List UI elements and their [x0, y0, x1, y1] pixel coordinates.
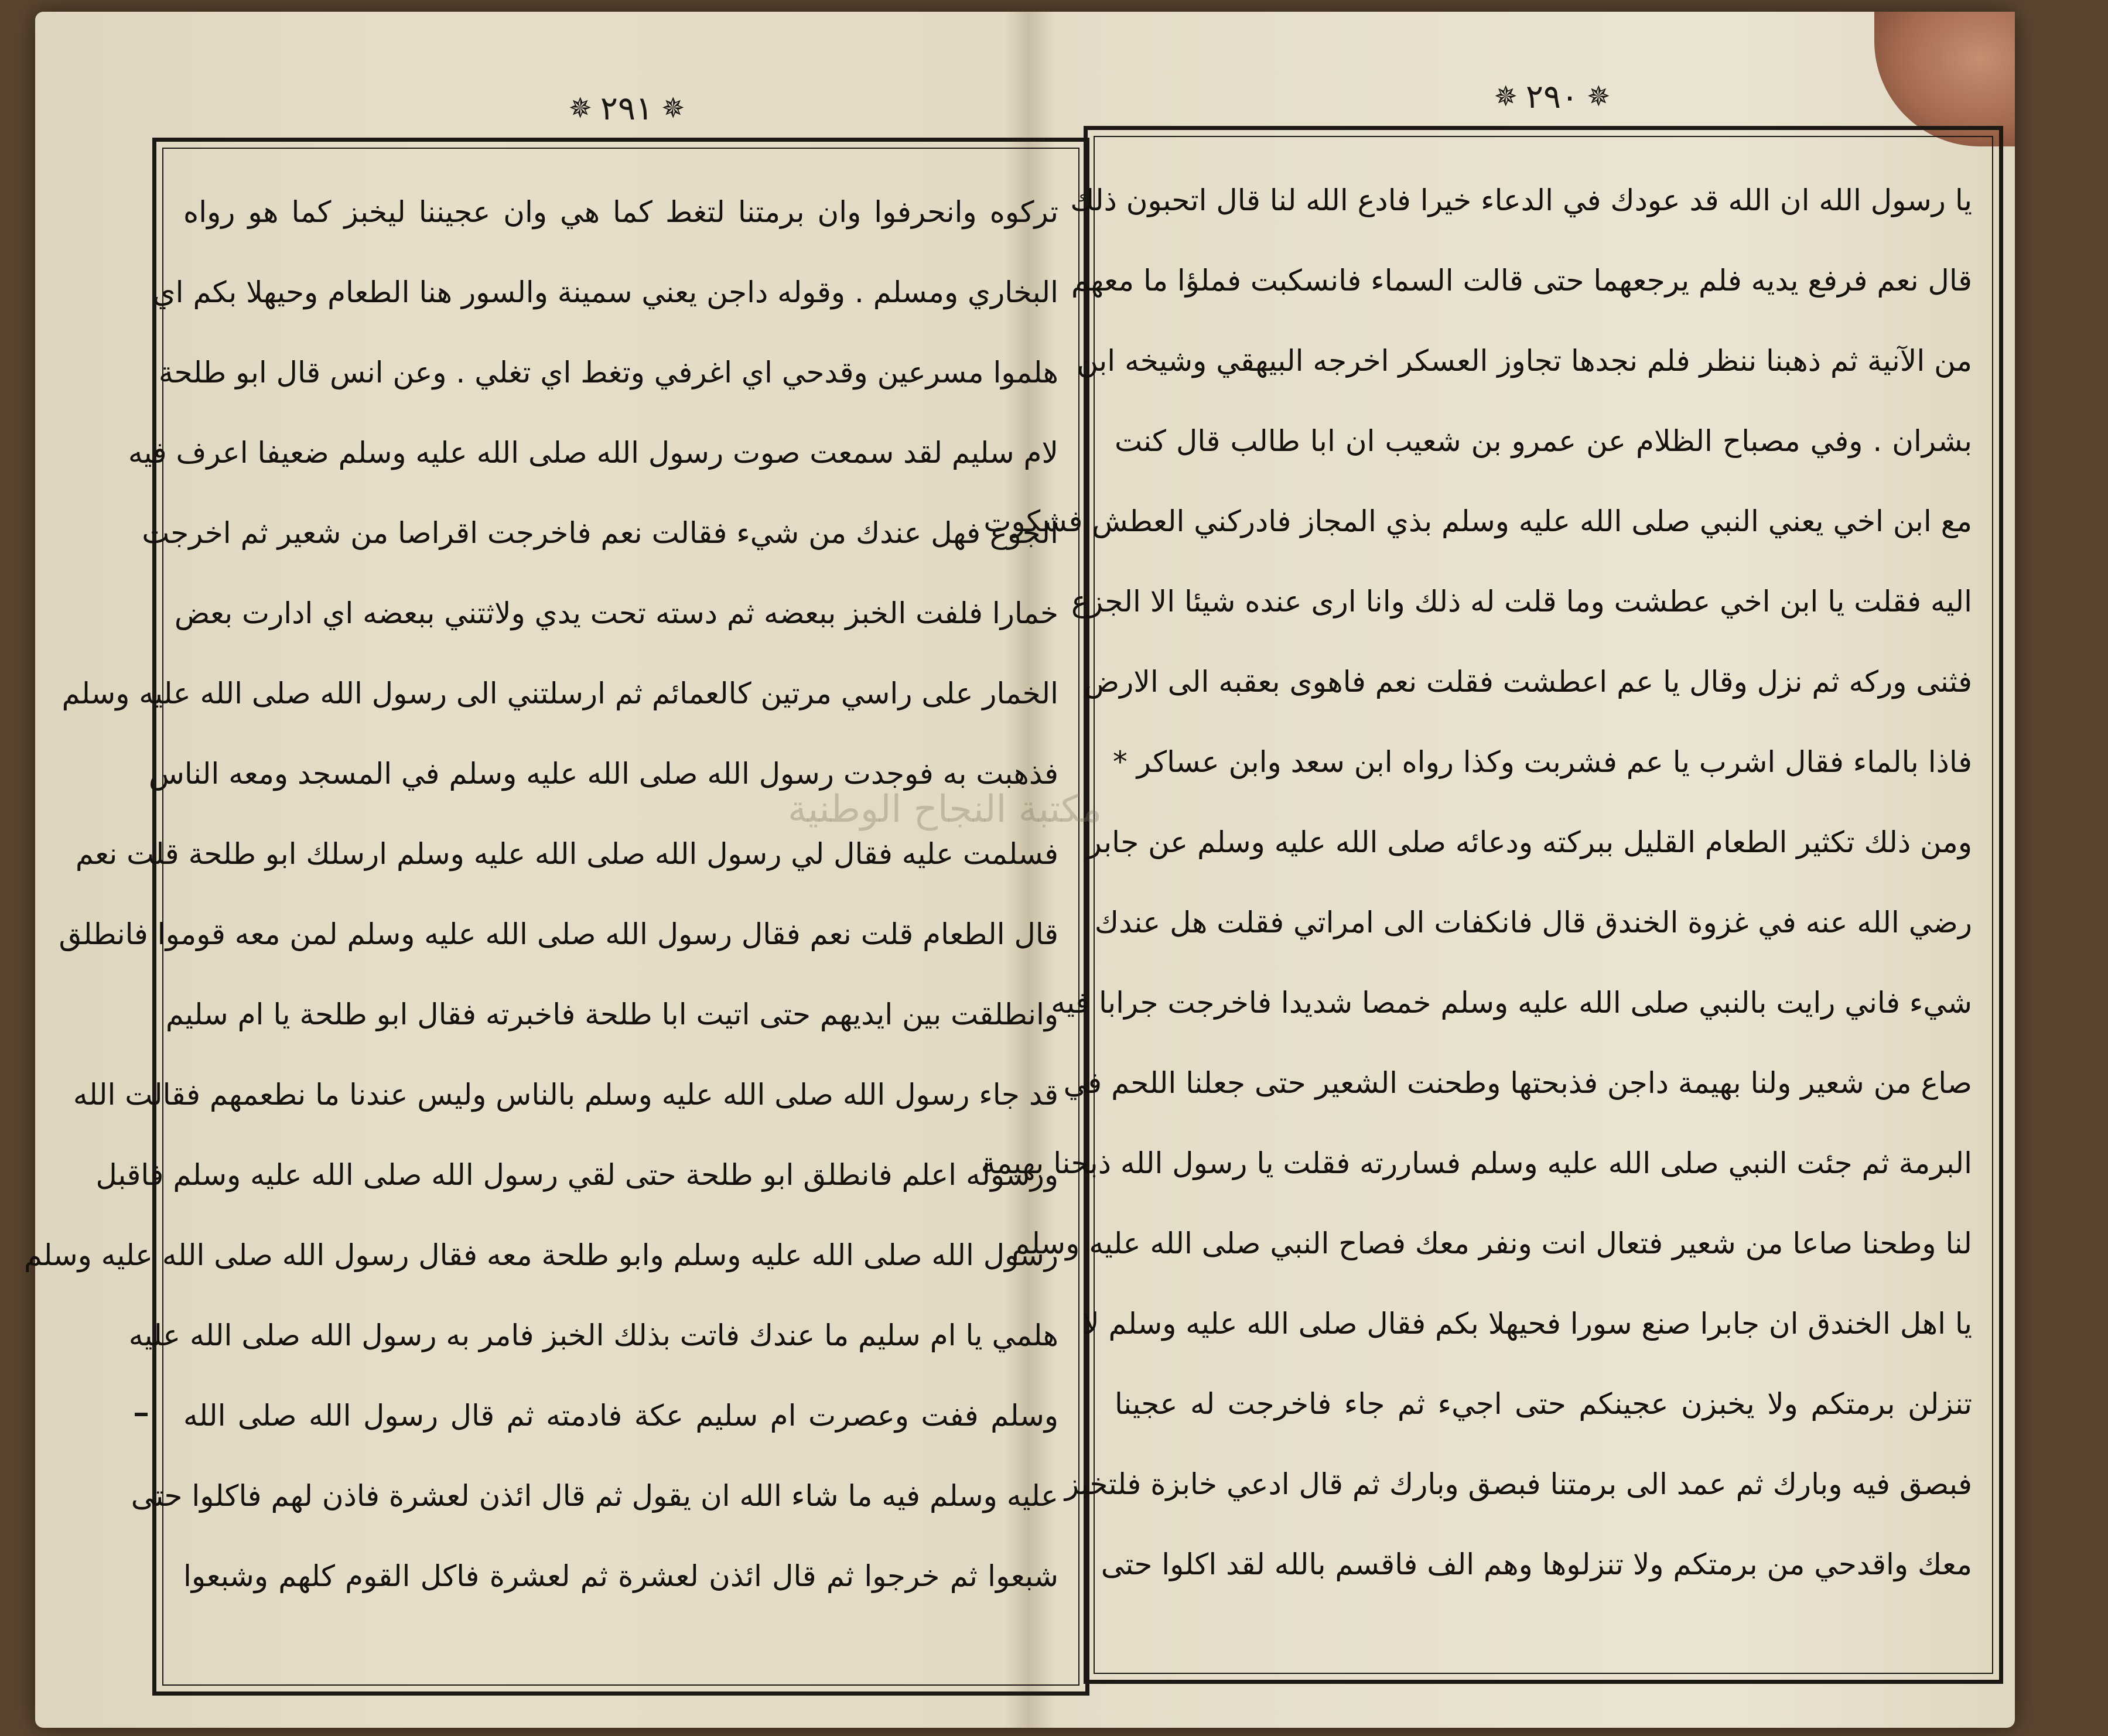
left-page-number [510, 82, 744, 135]
text-line: هلمي يا ام سليم ما عندك فاتت بذلك الخبز فامر به رسول الله صلى الله عليه [128, 1318, 1058, 1352]
text-line: مع ابن اخي يعني النبي صلى الله عليه وسلم بذي المجاز فادركني العطش فشكوت [983, 504, 1972, 538]
text-line: هلموا مسرعين وقدحي اي اغرفي وتغط اي تغلي . وعن انس قال ابو طلحة [158, 356, 1058, 389]
text-line: يا اهل الخندق ان جابرا صنع سورا فحيهلا بكم فقال صلى الله عليه وسلم لا [1082, 1307, 1972, 1341]
text-line: رسول الله صلى الله عليه وسلم وابو طلحة معه فقال رسول الله صلى الله عليه وسلم [23, 1238, 1058, 1272]
text-line: فذهبت به فوجدت رسول الله صلى الله عليه وسلم في المسجد ومعه الناس [148, 757, 1058, 791]
text-line: لام سليم لقد سمعت صوت رسول الله صلى الله عليه وسلم ضعيفا اعرف فيه [128, 436, 1058, 470]
text-line: شبعوا ثم خرجوا ثم قال ائذن لعشرة ثم لعشرة فاكل القوم كلهم وشبعوا [183, 1559, 1058, 1593]
text-line: تركوه وانحرفوا وان برمتنا لتغط كما هي وان عجيننا ليخبز كما هو رواه [183, 195, 1058, 229]
text-line: فاذا بالماء فقال اشرب يا عم فشربت وكذا رواه ابن سعد وابن عساكر * [1112, 745, 1972, 779]
text-line: البرمة ثم جئت النبي صلى الله عليه وسلم فساررته فقلت يا رسول الله ذبحنا بهيمة [980, 1146, 1972, 1180]
ornament-icon: ✵ [1494, 80, 1518, 113]
text-line: قد جاء رسول الله صلى الله عليه وسلم بالناس وليس عندنا ما نطعمهم فقالت الله [73, 1078, 1058, 1112]
text-line: وانطلقت بين ايديهم حتى اتيت ابا طلحة فاخبرته فقال ابو طلحة يا ام سليم [165, 997, 1058, 1031]
book-spread [23, 12, 2015, 1728]
text-line: البخاري ومسلم . وقوله داجن يعني سمينة والسور هنا الطعام وحيهلا بكم اي [152, 275, 1058, 309]
text-line: خمارا فلفت الخبز ببعضه ثم دسته تحت يدي ولاثتني ببعضه اي ادارت بعض [174, 596, 1058, 630]
ornament-icon: ✵ [661, 92, 685, 125]
library-watermark: مكتبة النجاح الوطنية [788, 788, 1102, 831]
text-line: ورسوله اعلم فانطلق ابو طلحة حتى لقي رسول الله صلى الله عليه وسلم فاقبل [95, 1158, 1058, 1192]
text-line: وسلم ففت وعصرت ام سليم عكة فادمته ثم قال رسول الله صلى الله [183, 1399, 1058, 1433]
text-line: الجوع فهل عندك من شيء فقالت نعم فاخرجت اقراصا من شعير ثم اخرجت [142, 516, 1058, 550]
text-line: فبصق فيه وبارك ثم عمد الى برمتنا فبصق وبارك ثم قال ادعي خابزة فلتخبز [1064, 1467, 1972, 1501]
text-line: ومن ذلك تكثير الطعام القليل ببركته ودعائه صلى الله عليه وسلم عن جابر [1087, 825, 1972, 859]
text-line: يا رسول الله ان الله قد عودك في الدعاء خيرا فادع الله لنا قال اتحبون ذلك [1070, 183, 1972, 217]
text-line: صاع من شعير ولنا بهيمة داجن فذبحتها وطحنت الشعير حتى جعلنا اللحم في [1063, 1066, 1972, 1100]
right-page-frame [980, 126, 2003, 1684]
left-page-text-block [23, 148, 1079, 1686]
text-line: قال الطعام قلت نعم فقال رسول الله صلى الله عليه وسلم لمن معه قوموا فانطلق [59, 917, 1058, 951]
ornament-icon: ✵ [1587, 80, 1611, 113]
text-line: شيء فاني رايت بالنبي صلى الله عليه وسلم خمصا شديدا فاخرجت جرابا فيه [1051, 986, 1972, 1020]
text-line: تنزلن برمتكم ولا يخبزن عجينكم حتى اجيء ثم جاء فاخرجت له عجينا [1115, 1387, 1972, 1421]
text-line: اليه فقلت يا ابن اخي عطشت وما قلت له ذلك وانا ارى عنده شيئا الا الجزع [1071, 585, 1972, 618]
right-page-text-block [980, 136, 1993, 1674]
text-line: فسلمت عليه فقال لي رسول الله صلى الله عليه وسلم ارسلك ابو طلحة قلت نعم [75, 837, 1058, 871]
text-line: معك واقدحي من برمتكم ولا تنزلوها وهم الف فاقسم بالله لقد اكلوا حتى [1101, 1547, 1972, 1581]
text-line: الخمار على راسي مرتين كالعمائم ثم ارسلتني الى رسول الله صلى الله عليه وسلم [62, 676, 1058, 710]
right-page-number [1435, 70, 1669, 123]
text-line: رضي الله عنه في غزوة الخندق قال فانكفات الى امراتي فقلت هل عندك [1094, 905, 1972, 939]
page-number-text: ٢٩١ [600, 89, 654, 128]
ornament-icon: ✵ [568, 92, 592, 125]
margin-mark [135, 1413, 148, 1416]
left-page-frame [23, 138, 1089, 1696]
text-line: لنا وطحنا صاعا من شعير فتعال انت ونفر معك فصاح النبي صلى الله عليه وسلم [1012, 1226, 1972, 1260]
page-number-text: ٢٩٠ [1525, 77, 1579, 116]
text-line: من الآنية ثم ذهبنا ننظر فلم نجدها تجاوز العسكر اخرجه البيهقي وشيخه ابن [1077, 344, 1972, 378]
text-line: قال نعم فرفع يديه فلم يرجعهما حتى قالت السماء فانسكبت فملؤا ما معهم [1071, 264, 1972, 298]
text-line: بشران . وفي مصباح الظلام عن عمرو بن شعيب ان ابا طالب قال كنت [1115, 424, 1972, 458]
text-line: فثنى وركه ثم نزل وقال يا عم اعطشت فقلت نعم فاهوى بعقبه الى الارض [1084, 665, 1972, 699]
text-line: عليه وسلم فيه ما شاء الله ان يقول ثم قال ائذن لعشرة فاذن لهم فاكلوا حتى [131, 1479, 1058, 1513]
